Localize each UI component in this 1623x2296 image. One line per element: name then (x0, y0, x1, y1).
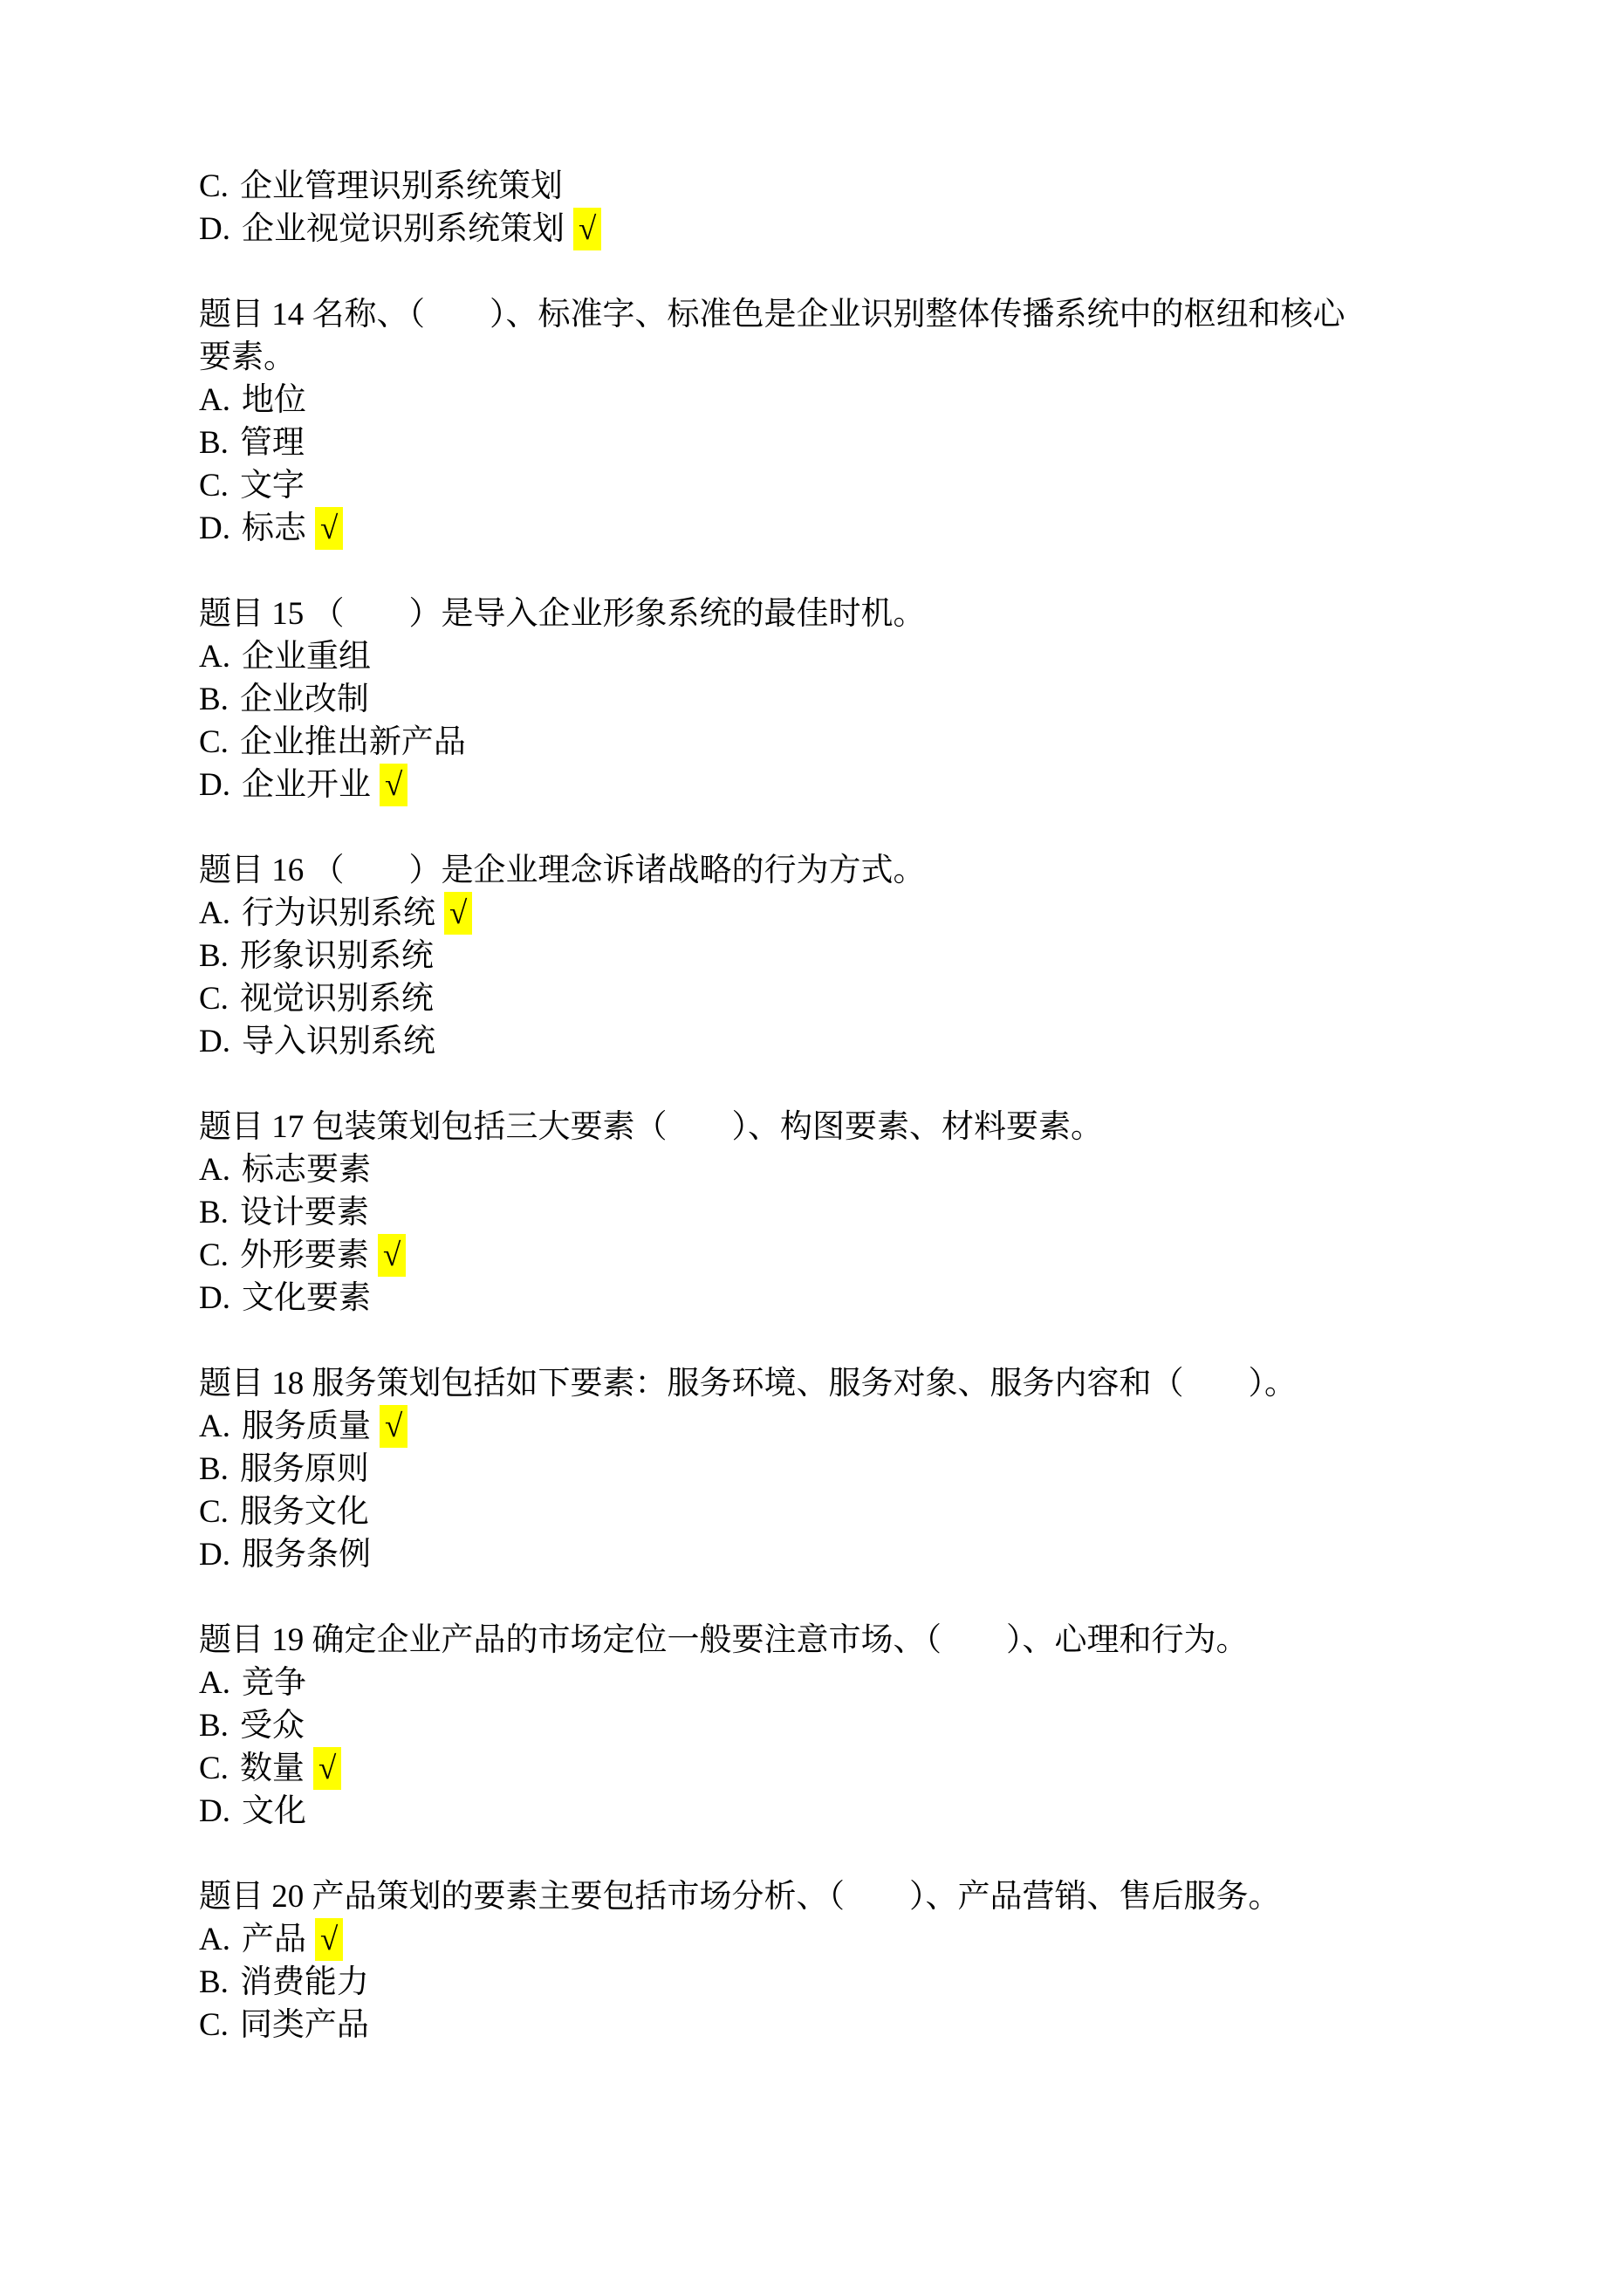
option-letter: D. (199, 511, 230, 546)
option-text: 竞争 (241, 1665, 306, 1701)
option-text: 地位 (241, 382, 306, 418)
question-17-option-d (199, 1277, 1447, 1319)
option-letter: B. (199, 1964, 229, 2000)
question-19-option-a (199, 1662, 1447, 1704)
question-18-option-a (199, 1405, 1447, 1448)
question-15-title-line-1: 题目 15 （ ）是导入企业形象系统的最佳时机。 (199, 596, 926, 632)
question-14-title-line-1: 题目 14 名称、（ ）、标准字、标准色是企业识别整体传播系统中的枢纽和核心 (199, 297, 1346, 332)
question-14-option-a (199, 379, 1447, 422)
question-13-option-d (199, 208, 1447, 250)
question-19-option-d (199, 1790, 1447, 1833)
question-block-13 (199, 165, 1447, 250)
option-letter: A. (199, 1922, 230, 1957)
option-letter: A. (199, 1408, 230, 1444)
option-text: 标志 (241, 511, 306, 546)
page-content (199, 165, 1447, 2089)
question-19-title-line-1: 题目 19 确定企业产品的市场定位一般要注意市场、（ ）、心理和行为。 (199, 1622, 1249, 1658)
question-14-option-d (199, 507, 1447, 550)
question-14-title-line-2: 要素。 (199, 339, 296, 375)
question-15-option-d (199, 764, 1447, 806)
option-letter: B. (199, 938, 229, 974)
correct-answer-checkmark: √ (315, 507, 343, 550)
option-letter: A. (199, 895, 230, 931)
option-letter: A. (199, 382, 230, 418)
option-letter: A. (199, 1665, 230, 1701)
question-15-option-c (199, 721, 1447, 764)
question-16-option-b (199, 935, 1447, 977)
question-block-16 (199, 849, 1447, 1063)
question-block-18 (199, 1362, 1447, 1576)
question-19-option-b (199, 1704, 1447, 1747)
option-text: 服务原则 (239, 1451, 369, 1487)
question-15-option-a (199, 635, 1447, 678)
question-block-15 (199, 593, 1447, 806)
question-16-option-a (199, 892, 1447, 935)
question-20-option-b (199, 1961, 1447, 2004)
option-letter: B. (199, 1708, 229, 1744)
option-letter: B. (199, 682, 229, 717)
option-text: 企业重组 (241, 639, 371, 675)
option-letter: D. (199, 767, 230, 803)
option-text: 文化 (241, 1793, 306, 1829)
option-letter: C. (199, 2007, 229, 2043)
question-16-option-c (199, 977, 1447, 1020)
question-block-20 (199, 1875, 1447, 2046)
option-letter: B. (199, 1451, 229, 1487)
option-letter: C. (199, 468, 229, 504)
question-16-option-d (199, 1020, 1447, 1063)
question-13-option-c (199, 165, 1447, 208)
option-text: 行为识别系统 (241, 895, 435, 931)
question-17-option-c (199, 1234, 1447, 1277)
option-letter: D. (199, 1793, 230, 1829)
option-text: 导入识别系统 (241, 1024, 435, 1059)
question-18-option-d (199, 1533, 1447, 1576)
question-block-19 (199, 1619, 1447, 1833)
option-text: 企业推出新产品 (239, 724, 466, 760)
option-text: 数量 (239, 1751, 305, 1786)
option-text: 管理 (239, 425, 305, 461)
question-17-option-a (199, 1148, 1447, 1191)
option-letter: D. (199, 1537, 230, 1573)
option-text: 企业管理识别系统策划 (239, 168, 563, 204)
question-20-title-line-1: 题目 20 产品策划的要素主要包括市场分析、（ ）、产品营销、售后服务。 (199, 1879, 1281, 1915)
option-text: 受众 (239, 1708, 305, 1744)
question-block-14 (199, 293, 1447, 550)
question-14-option-c (199, 464, 1447, 507)
correct-answer-checkmark: √ (315, 1918, 343, 1961)
option-letter: C. (199, 168, 229, 204)
option-text: 服务条例 (241, 1537, 371, 1573)
question-20-option-c (199, 2004, 1447, 2046)
correct-answer-checkmark: √ (380, 764, 407, 806)
option-text: 标志要素 (241, 1152, 371, 1188)
question-18-option-c (199, 1491, 1447, 1533)
option-text: 消费能力 (239, 1964, 369, 2000)
option-text: 形象识别系统 (239, 938, 434, 974)
option-letter: D. (199, 211, 230, 247)
option-text: 文字 (239, 468, 305, 504)
option-letter: D. (199, 1024, 230, 1059)
correct-answer-checkmark: √ (573, 208, 601, 250)
option-text: 服务质量 (241, 1408, 371, 1444)
option-text: 企业开业 (241, 767, 371, 803)
correct-answer-checkmark: √ (444, 892, 472, 935)
question-18-option-b (199, 1448, 1447, 1491)
question-16-title-line-1: 题目 16 （ ）是企业理念诉诸战略的行为方式。 (199, 853, 926, 888)
question-15-option-b (199, 678, 1447, 721)
question-14-option-b (199, 422, 1447, 464)
option-text: 设计要素 (239, 1195, 369, 1230)
option-text: 企业视觉识别系统策划 (241, 211, 565, 247)
option-letter: C. (199, 1237, 229, 1273)
correct-answer-checkmark: √ (313, 1747, 341, 1790)
option-letter: B. (199, 425, 229, 461)
option-text: 服务文化 (239, 1494, 369, 1530)
option-text: 文化要素 (241, 1280, 371, 1316)
correct-answer-checkmark: √ (378, 1234, 406, 1277)
option-letter: A. (199, 1152, 230, 1188)
option-text: 视觉识别系统 (239, 981, 434, 1017)
correct-answer-checkmark: √ (380, 1405, 407, 1448)
option-letter: C. (199, 1494, 229, 1530)
question-17-title-line-1: 题目 17 包装策划包括三大要素（ ）、构图要素、材料要素。 (199, 1109, 1103, 1145)
option-letter: C. (199, 981, 229, 1017)
option-letter: A. (199, 639, 230, 675)
question-17-option-b (199, 1191, 1447, 1234)
option-text: 产品 (241, 1922, 306, 1957)
option-letter: D. (199, 1280, 230, 1316)
question-block-17 (199, 1106, 1447, 1319)
option-text: 同类产品 (239, 2007, 369, 2043)
option-text: 外形要素 (239, 1237, 369, 1273)
question-18-title-line-1: 题目 18 服务策划包括如下要素：服务环境、服务对象、服务内容和（ ）。 (199, 1366, 1297, 1402)
question-19-option-c (199, 1747, 1447, 1790)
question-20-option-a (199, 1918, 1447, 1961)
option-letter: B. (199, 1195, 229, 1230)
option-text: 企业改制 (239, 682, 369, 717)
option-letter: C. (199, 1751, 229, 1786)
option-letter: C. (199, 724, 229, 760)
